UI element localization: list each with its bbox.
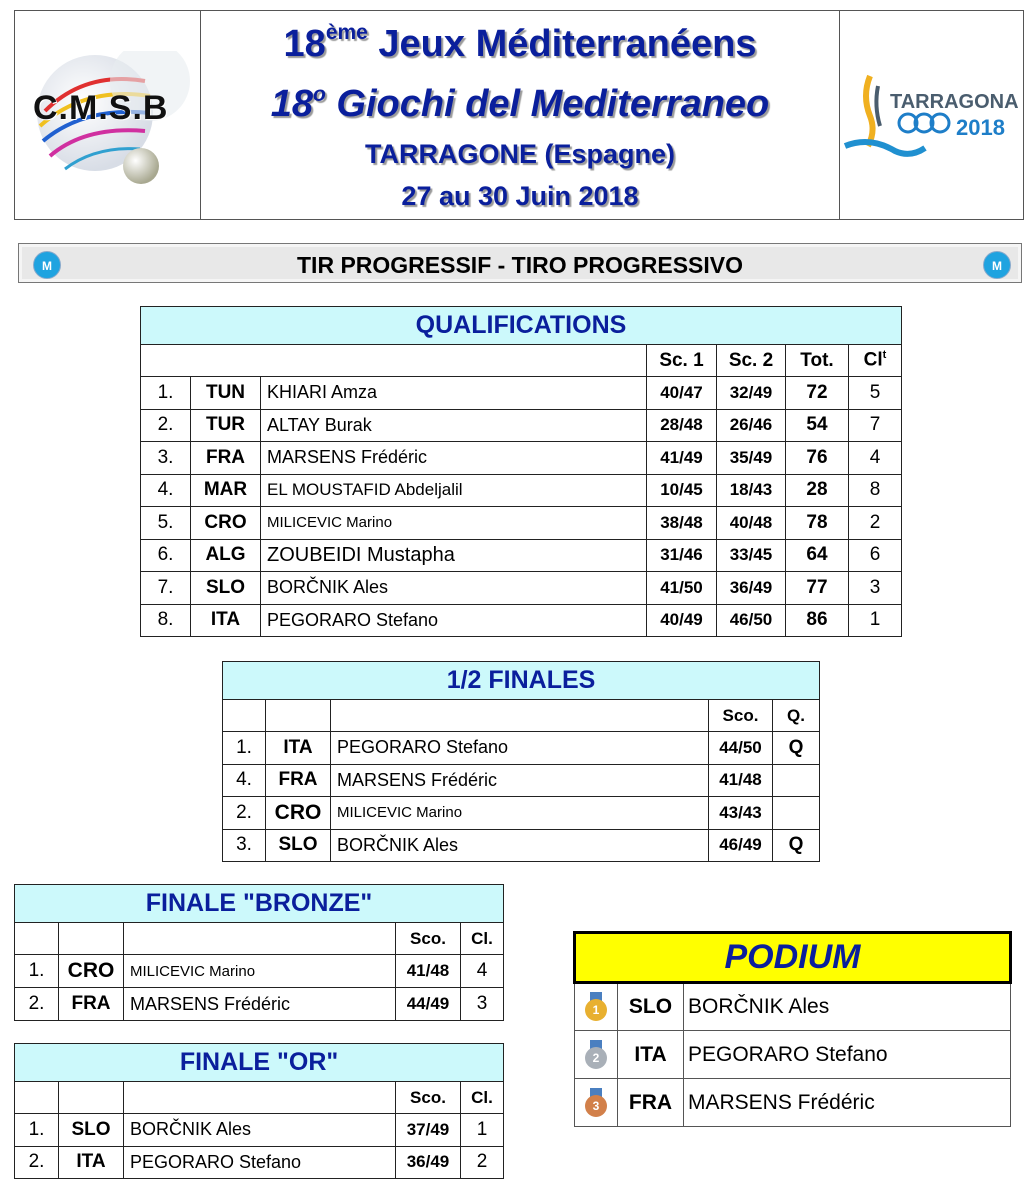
country-cell: ALG [191, 539, 261, 572]
event-dates: 27 au 30 Juin 2018 [401, 181, 639, 211]
country-cell: ITA [618, 1031, 684, 1079]
header-sco: Sco. [709, 700, 773, 732]
header-cl: Cl. [461, 1082, 504, 1114]
header-sc2: Sc. 2 [717, 345, 786, 377]
header-blank [124, 923, 396, 955]
score1-cell: 40/49 [647, 604, 717, 637]
podium-row [575, 1079, 1011, 1127]
table-row [141, 409, 902, 442]
table-row [141, 377, 902, 410]
title-french-superscript: ème [325, 21, 368, 44]
rank-cell: 1. [15, 1114, 59, 1147]
classement-cell: 1 [849, 604, 902, 637]
event-title: TIR PROGRESSIF - TIRO PROGRESSIVO [297, 252, 743, 278]
title-block [201, 11, 840, 219]
country-cell: TUR [191, 409, 261, 442]
score2-cell: 18/43 [717, 474, 786, 507]
country-cell: SLO [618, 983, 684, 1031]
athlete-name-cell: ZOUBEIDI Mustapha [261, 539, 647, 572]
score2-cell: 46/50 [717, 604, 786, 637]
qualifications-header-row [141, 345, 902, 377]
rank-cell: 4. [141, 474, 191, 507]
header-blank [59, 1082, 124, 1114]
semifinals-title: 1/2 FINALES [223, 662, 820, 700]
semifinals-header-row [223, 700, 820, 732]
country-cell: FRA [266, 764, 331, 797]
header-q: Q. [773, 700, 820, 732]
athlete-name-cell: MILICEVIC Marino [261, 507, 647, 540]
rank-cell: 1. [141, 377, 191, 410]
header-cl-superscript: t [882, 349, 887, 362]
classement-cell: 4 [849, 442, 902, 475]
total-cell: 28 [786, 474, 849, 507]
table-row [141, 474, 902, 507]
classement-cell: 5 [849, 377, 902, 410]
medal-disc: 2 [585, 1047, 607, 1069]
qualified-cell: Q [773, 732, 820, 765]
athlete-name-cell: BORČNIK Ales [124, 1114, 396, 1147]
m-badge-icon: M [983, 251, 1011, 279]
score-cell: 44/50 [709, 732, 773, 765]
classement-cell: 8 [849, 474, 902, 507]
score-cell: 46/49 [709, 829, 773, 862]
total-cell: 78 [786, 507, 849, 540]
header-blank [124, 1082, 396, 1114]
qualified-cell [773, 764, 820, 797]
table-row [223, 732, 820, 765]
medal-3-icon [583, 1088, 609, 1118]
country-cell: CRO [59, 955, 124, 988]
podium-row [575, 983, 1011, 1031]
podium-table [573, 931, 1012, 1127]
tarragona-logo-text: TARRAGONA [890, 91, 1019, 113]
table-row [15, 988, 504, 1021]
qualified-cell [773, 797, 820, 830]
title-italian-text: Giochi del Mediterraneo [325, 83, 770, 125]
rank-cell: 2. [141, 409, 191, 442]
title-italian-superscript: o [313, 83, 326, 106]
cmsb-logo-cell [15, 11, 201, 219]
table-row [141, 572, 902, 605]
header-sco: Sco. [396, 923, 461, 955]
bronze-final-title: FINALE "BRONZE" [15, 885, 504, 923]
athlete-name-cell: BORČNIK Ales [684, 983, 1011, 1031]
classement-cell: 7 [849, 409, 902, 442]
document-header [14, 10, 1024, 220]
qualifications-title: QUALIFICATIONS [141, 307, 902, 345]
country-cell: SLO [59, 1114, 124, 1147]
podium-title: PODIUM [575, 933, 1011, 983]
total-cell: 64 [786, 539, 849, 572]
qualifications-table [140, 306, 902, 637]
total-cell: 54 [786, 409, 849, 442]
athlete-name-cell: PEGORARO Stefano [331, 732, 709, 765]
table-row [15, 955, 504, 988]
bronze-final-table [14, 884, 504, 1021]
semifinals-table [222, 661, 820, 862]
country-cell: MAR [191, 474, 261, 507]
header-blank [15, 923, 59, 955]
athlete-name-cell: BORČNIK Ales [331, 829, 709, 862]
athlete-name-cell: MARSENS Frédéric [261, 442, 647, 475]
score1-cell: 28/48 [647, 409, 717, 442]
country-cell: SLO [191, 572, 261, 605]
table-row [141, 442, 902, 475]
score-cell: 37/49 [396, 1114, 461, 1147]
classement-cell: 2 [461, 1146, 504, 1179]
total-cell: 77 [786, 572, 849, 605]
rank-cell: 7. [141, 572, 191, 605]
athlete-name-cell: KHIARI Amza [261, 377, 647, 410]
rank-cell: 5. [141, 507, 191, 540]
country-cell: FRA [191, 442, 261, 475]
score-cell: 41/48 [709, 764, 773, 797]
rank-cell: 6. [141, 539, 191, 572]
table-row [223, 764, 820, 797]
country-cell: FRA [618, 1079, 684, 1127]
classement-cell: 4 [461, 955, 504, 988]
score2-cell: 36/49 [717, 572, 786, 605]
country-cell: ITA [266, 732, 331, 765]
score1-cell: 40/47 [647, 377, 717, 410]
country-cell: CRO [266, 797, 331, 830]
rank-cell: 8. [141, 604, 191, 637]
country-cell: ITA [191, 604, 261, 637]
score1-cell: 38/48 [647, 507, 717, 540]
gold-final-title: FINALE "OR" [15, 1044, 504, 1082]
score-cell: 44/49 [396, 988, 461, 1021]
rank-cell: 2. [15, 988, 59, 1021]
header-tot: Tot. [786, 345, 849, 377]
medal-disc: 1 [585, 999, 607, 1021]
athlete-name-cell: PEGORARO Stefano [261, 604, 647, 637]
gold-final-table [14, 1043, 504, 1179]
score2-cell: 35/49 [717, 442, 786, 475]
gold-header-row [15, 1082, 504, 1114]
rank-cell: 2. [223, 797, 266, 830]
m-badge-icon: M [33, 251, 61, 279]
athlete-name-cell: MARSENS Frédéric [684, 1079, 1011, 1127]
athlete-name-cell: BORČNIK Ales [261, 572, 647, 605]
medal-2-icon [583, 1040, 609, 1070]
country-cell: TUN [191, 377, 261, 410]
table-row [141, 539, 902, 572]
cmsb-logo-text: C.M.S.B [33, 89, 169, 127]
athlete-name-cell: MARSENS Frédéric [331, 764, 709, 797]
tarragona-logo-cell [840, 11, 1024, 219]
table-row [223, 829, 820, 862]
score2-cell: 33/45 [717, 539, 786, 572]
table-row [141, 604, 902, 637]
score-cell: 36/49 [396, 1146, 461, 1179]
score1-cell: 31/46 [647, 539, 717, 572]
table-row [15, 1114, 504, 1147]
athlete-name-cell: MILICEVIC Marino [331, 797, 709, 830]
header-blank [223, 700, 266, 732]
header-blank [331, 700, 709, 732]
classement-cell: 6 [849, 539, 902, 572]
rank-cell: 1. [15, 955, 59, 988]
total-cell: 72 [786, 377, 849, 410]
score1-cell: 41/50 [647, 572, 717, 605]
total-cell: 86 [786, 604, 849, 637]
rank-cell: 2. [15, 1146, 59, 1179]
header-cl: Cl. [461, 923, 504, 955]
title-italian [201, 83, 839, 126]
athlete-name-cell: MARSENS Frédéric [124, 988, 396, 1021]
rank-cell: 3. [141, 442, 191, 475]
country-cell: CRO [191, 507, 261, 540]
event-banner [18, 243, 1022, 283]
medal-1-icon [583, 992, 609, 1022]
header-sco: Sco. [396, 1082, 461, 1114]
table-row [223, 797, 820, 830]
country-cell: SLO [266, 829, 331, 862]
title-french-text: Jeux Méditerranéens [367, 23, 757, 65]
classement-cell: 2 [849, 507, 902, 540]
tarragona-logo-year: 2018 [956, 115, 1005, 140]
score2-cell: 40/48 [717, 507, 786, 540]
score1-cell: 41/49 [647, 442, 717, 475]
rank-cell: 1. [223, 732, 266, 765]
header-sc1: Sc. 1 [647, 345, 717, 377]
country-cell: FRA [59, 988, 124, 1021]
athlete-name-cell: PEGORARO Stefano [124, 1146, 396, 1179]
medal-disc: 3 [585, 1095, 607, 1117]
header-blank [15, 1082, 59, 1114]
rank-cell: 3. [223, 829, 266, 862]
athlete-name-cell: PEGORARO Stefano [684, 1031, 1011, 1079]
score1-cell: 10/45 [647, 474, 717, 507]
medal-cell [575, 1031, 618, 1079]
medal-cell [575, 1079, 618, 1127]
podium-row [575, 1031, 1011, 1079]
score2-cell: 26/46 [717, 409, 786, 442]
score-cell: 43/43 [709, 797, 773, 830]
classement-cell: 3 [849, 572, 902, 605]
table-row [15, 1146, 504, 1179]
athlete-name-cell: EL MOUSTAFID Abdeljalil [261, 474, 647, 507]
header-cl-text: Cl [863, 349, 883, 371]
rank-cell: 4. [223, 764, 266, 797]
title-italian-number: 18 [270, 83, 314, 125]
medal-cell [575, 983, 618, 1031]
title-french-number: 18 [283, 23, 326, 65]
qualified-cell: Q [773, 829, 820, 862]
score-cell: 41/48 [396, 955, 461, 988]
country-cell: ITA [59, 1146, 124, 1179]
header-blank [59, 923, 124, 955]
athlete-name-cell: ALTAY Burak [261, 409, 647, 442]
header-blank [266, 700, 331, 732]
table-row [141, 507, 902, 540]
classement-cell: 1 [461, 1114, 504, 1147]
score2-cell: 32/49 [717, 377, 786, 410]
title-french [201, 23, 839, 66]
header-cl [849, 345, 902, 377]
event-location: TARRAGONE (Espagne) [364, 139, 675, 169]
classement-cell: 3 [461, 988, 504, 1021]
bronze-header-row [15, 923, 504, 955]
athlete-name-cell: MILICEVIC Marino [124, 955, 396, 988]
total-cell: 76 [786, 442, 849, 475]
header-blank [141, 345, 647, 377]
